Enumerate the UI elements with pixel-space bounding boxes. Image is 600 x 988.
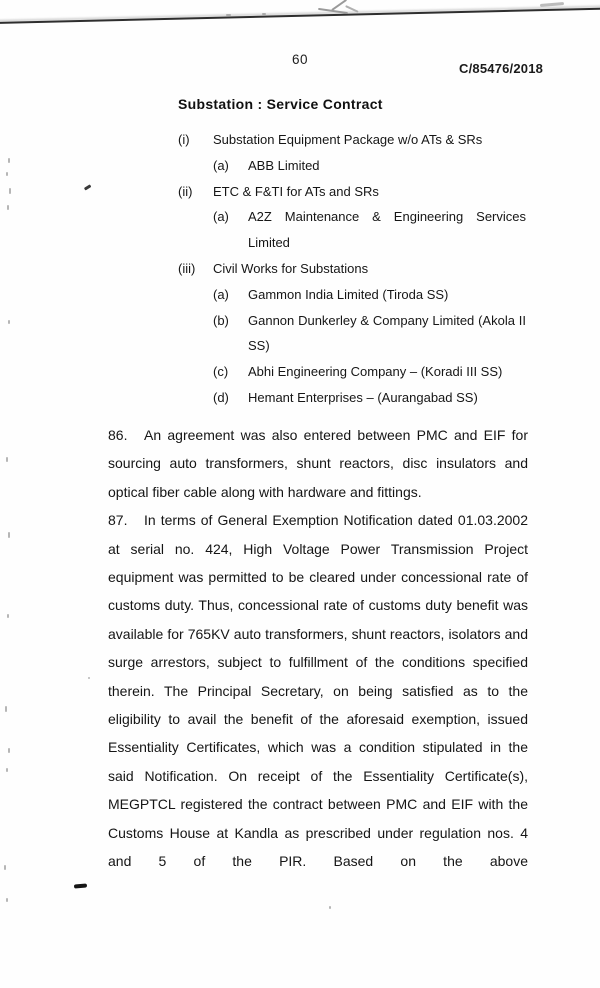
list-item-text: Gammon India Limited (Tiroda SS) (248, 286, 449, 302)
case-reference: C/85476/2018 (459, 61, 544, 76)
list-item (213, 385, 528, 411)
list-marker: (a) (213, 209, 229, 225)
list-item (213, 204, 528, 256)
paragraph-text: An agreement was also entered between PMC and EIF for sourcing auto transformers, shunt reactors, disc insulators and optical fiber cable along with hardware and fittings. (108, 427, 528, 500)
contract-list (178, 127, 528, 411)
paragraph-86 (108, 421, 528, 506)
scan-artifact (8, 320, 10, 324)
list-marker: (a) (213, 157, 229, 173)
list-item-text: ABB Limited (248, 157, 320, 173)
scan-artifact (6, 172, 8, 176)
scan-artifact (8, 748, 10, 753)
pen-dash-mark (74, 883, 87, 888)
list-marker: (b) (213, 312, 229, 328)
list-item-text: Substation Equipment Package w/o ATs & SRs (213, 132, 483, 147)
list-item-text: ETC & F&TI for ATs and SRs (213, 183, 379, 199)
paragraph-number: 87. (108, 512, 128, 529)
page-number: 60 (291, 52, 309, 67)
scan-artifact (7, 205, 9, 210)
scan-artifact (7, 614, 9, 618)
scan-artifact (6, 898, 8, 902)
list-item-text: Civil Works for Substations (213, 260, 369, 276)
list-marker: (ii) (178, 183, 193, 199)
scan-artifact (4, 865, 6, 870)
list-marker: (d) (213, 389, 229, 405)
scan-artifact (6, 457, 8, 462)
body-text (108, 421, 528, 876)
section-heading: Substation : Service Contract (178, 96, 383, 112)
scan-artifact (88, 677, 90, 679)
pen-tick-mark (84, 184, 91, 190)
scan-artifact (8, 158, 10, 163)
list-item-text: A2Z Maintenance & Engineering Services Limited (248, 209, 526, 251)
scan-artifact (9, 188, 11, 194)
scan-artifact (6, 768, 8, 772)
list-item-text: Abhi Engineering Company – (Koradi III SS) (248, 364, 503, 380)
list-marker: (iii) (178, 260, 196, 276)
scan-edge-line (0, 7, 600, 24)
list-item (213, 359, 528, 385)
list-marker: (a) (213, 286, 229, 302)
list-marker: (i) (178, 132, 190, 147)
list-item-text: Hemant Enterprises – (Aurangabad SS) (248, 389, 478, 405)
list-item (213, 153, 528, 179)
paragraph-87 (108, 506, 528, 875)
scan-artifact (262, 13, 266, 15)
list-item (213, 308, 528, 360)
scan-artifact (5, 706, 7, 712)
scan-artifact (329, 906, 331, 909)
list-item-text: Gannon Dunkerley & Company Limited (Akola II SS) (248, 312, 526, 354)
scan-artifact (226, 14, 231, 16)
scan-smudge (540, 2, 564, 7)
list-item (178, 127, 528, 153)
paragraph-number: 86. (108, 427, 128, 443)
scan-artifact (8, 532, 10, 538)
list-item (213, 282, 528, 308)
paragraph-text: In terms of General Exemption Notification dated 01.03.2002 at serial no. 424, High Voltage Power Transmission Project equipment was permitted to be cleared under concessional rate of customs duty. Thus, concessional rate of customs duty benefit was available for 765KV auto transformers, shunt reactors, isolators and surge arrestors, subject to fulfillment of the conditions specified therein. The Principal Secretary, on being satisfied as to the eligibility to avail the benefit of the aforesaid exemption, issued Essentiality Certificates, which was a condition stipulated in the said Notification. On receipt of the Essentiality Certificate(s), MEGPTCL registered the contract between PMC and EIF with the Customs House at Kandla as prescribed under regulation nos. 4 and 5 of the PIR. Based on the above (108, 512, 528, 870)
list-item (178, 256, 528, 282)
list-item (178, 179, 528, 205)
list-marker: (c) (213, 364, 229, 380)
